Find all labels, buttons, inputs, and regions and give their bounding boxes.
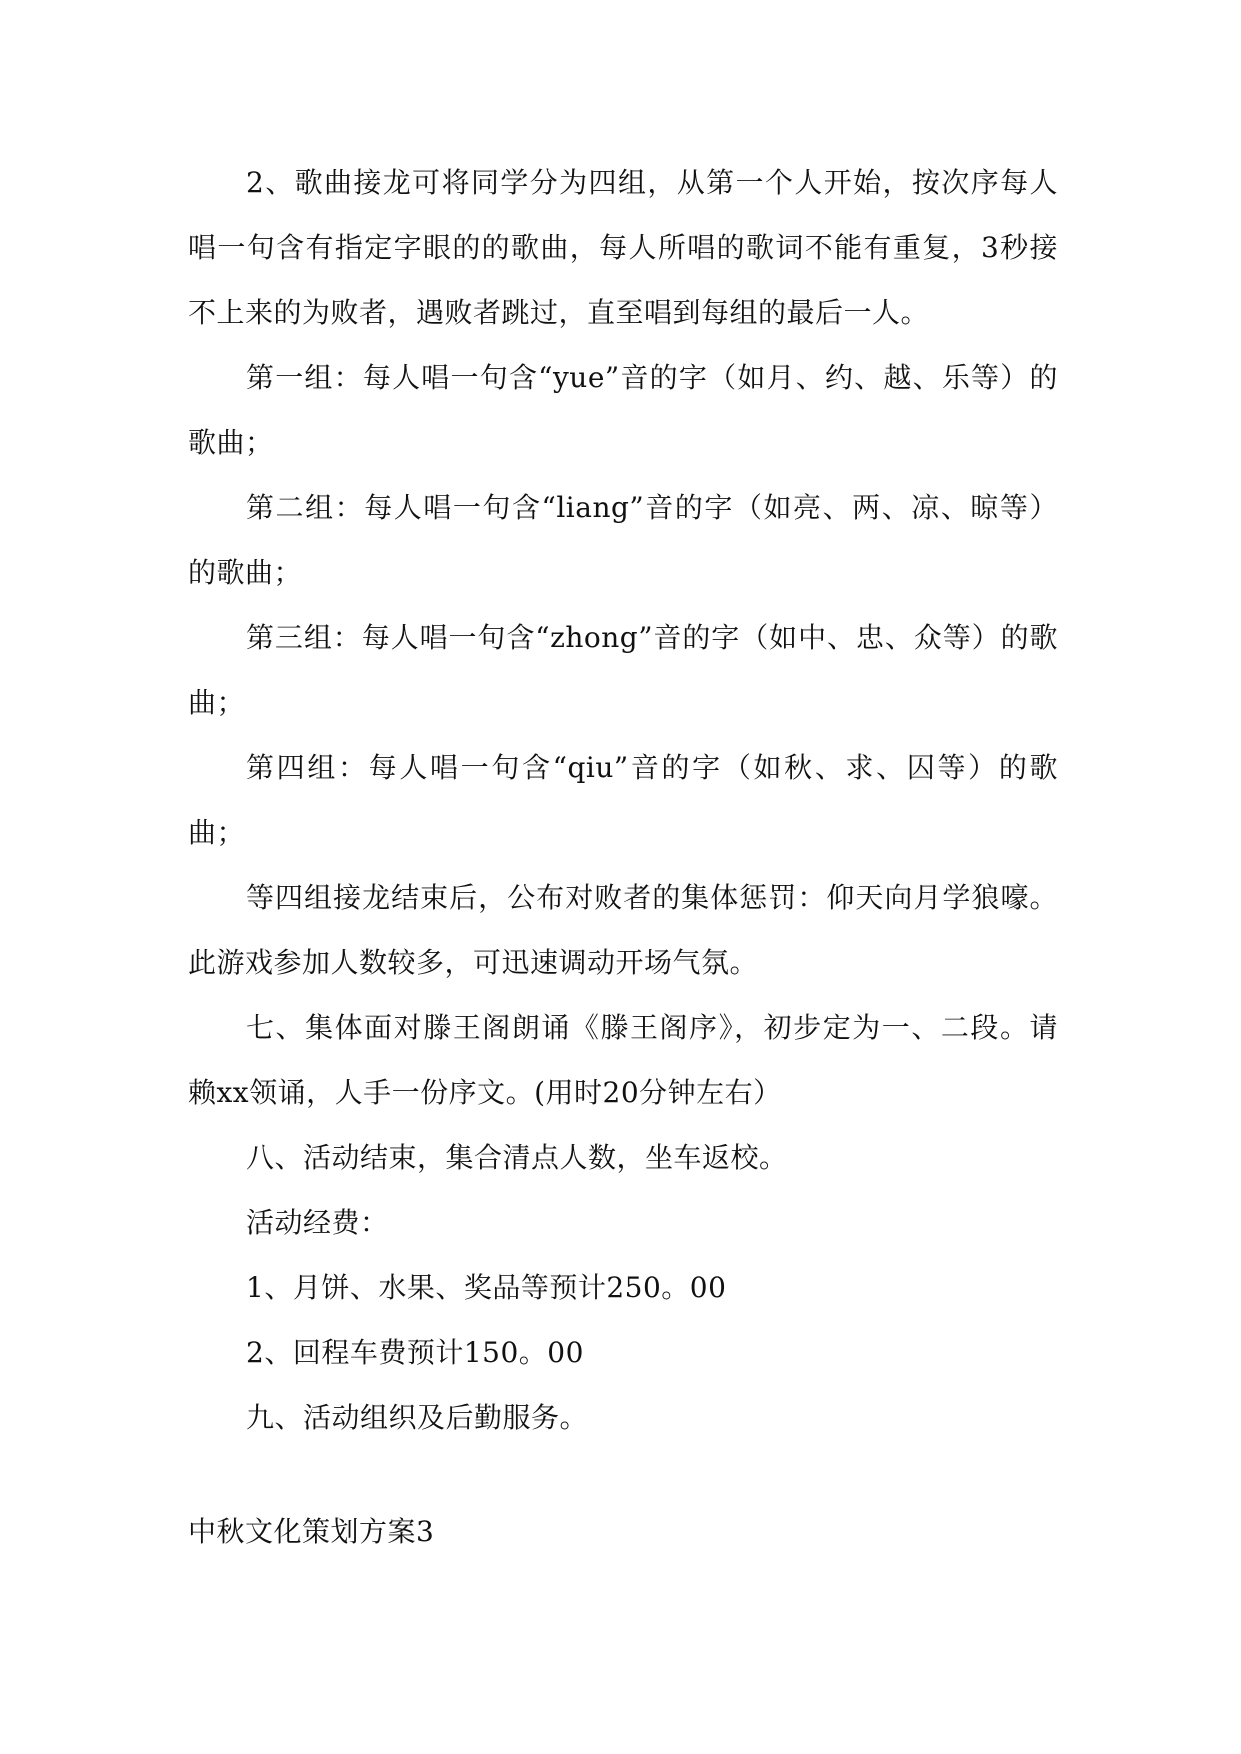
paragraph-penalty: 等四组接龙结束后，公布对败者的集体惩罚：仰天向月学狼嚎。此游戏参加人数较多，可迅速调动开场气氛。 [188, 881, 1058, 979]
paragraph-song-relay-rules: 2、歌曲接龙可将同学分为四组，从第一个人开始，按次序每人唱一句含有指定字眼的的歌曲，每人所唱的歌词不能有重复，3秒接不上来的为败者，遇败者跳过，直至唱到每组的最后一人。 [188, 166, 1058, 329]
paragraph-group-two: 第二组：每人唱一句含“liang”音的字（如亮、两、凉、晾等）的歌曲； [188, 491, 1058, 589]
paragraph-budget-item-1: 1、月饼、水果、奖品等预计250。00 [246, 1271, 727, 1304]
section-heading: 中秋文化策划方案3 [188, 1515, 435, 1548]
paragraph-activity-end: 八、活动结束，集合清点人数，坐车返校。 [246, 1141, 788, 1174]
paragraph-group-three: 第三组：每人唱一句含“zhong”音的字（如中、忠、众等）的歌曲； [188, 621, 1058, 719]
document-body [188, 150, 1058, 1450]
paragraph-budget-item-2: 2、回程车费预计150。00 [246, 1336, 584, 1369]
paragraph-group-four: 第四组：每人唱一句含“qiu”音的字（如秋、求、囚等）的歌曲； [188, 751, 1058, 849]
paragraph-recitation: 七、集体面对滕王阁朗诵《滕王阁序》，初步定为一、二段。请赖xx领诵，人手一份序文。(用时20分钟左右） [188, 1011, 1058, 1109]
paragraph-logistics: 九、活动组织及后勤服务。 [246, 1401, 589, 1434]
paragraph-budget-title: 活动经费： [246, 1206, 389, 1239]
paragraph-group-one: 第一组：每人唱一句含“yue”音的字（如月、约、越、乐等）的歌曲； [188, 361, 1058, 459]
